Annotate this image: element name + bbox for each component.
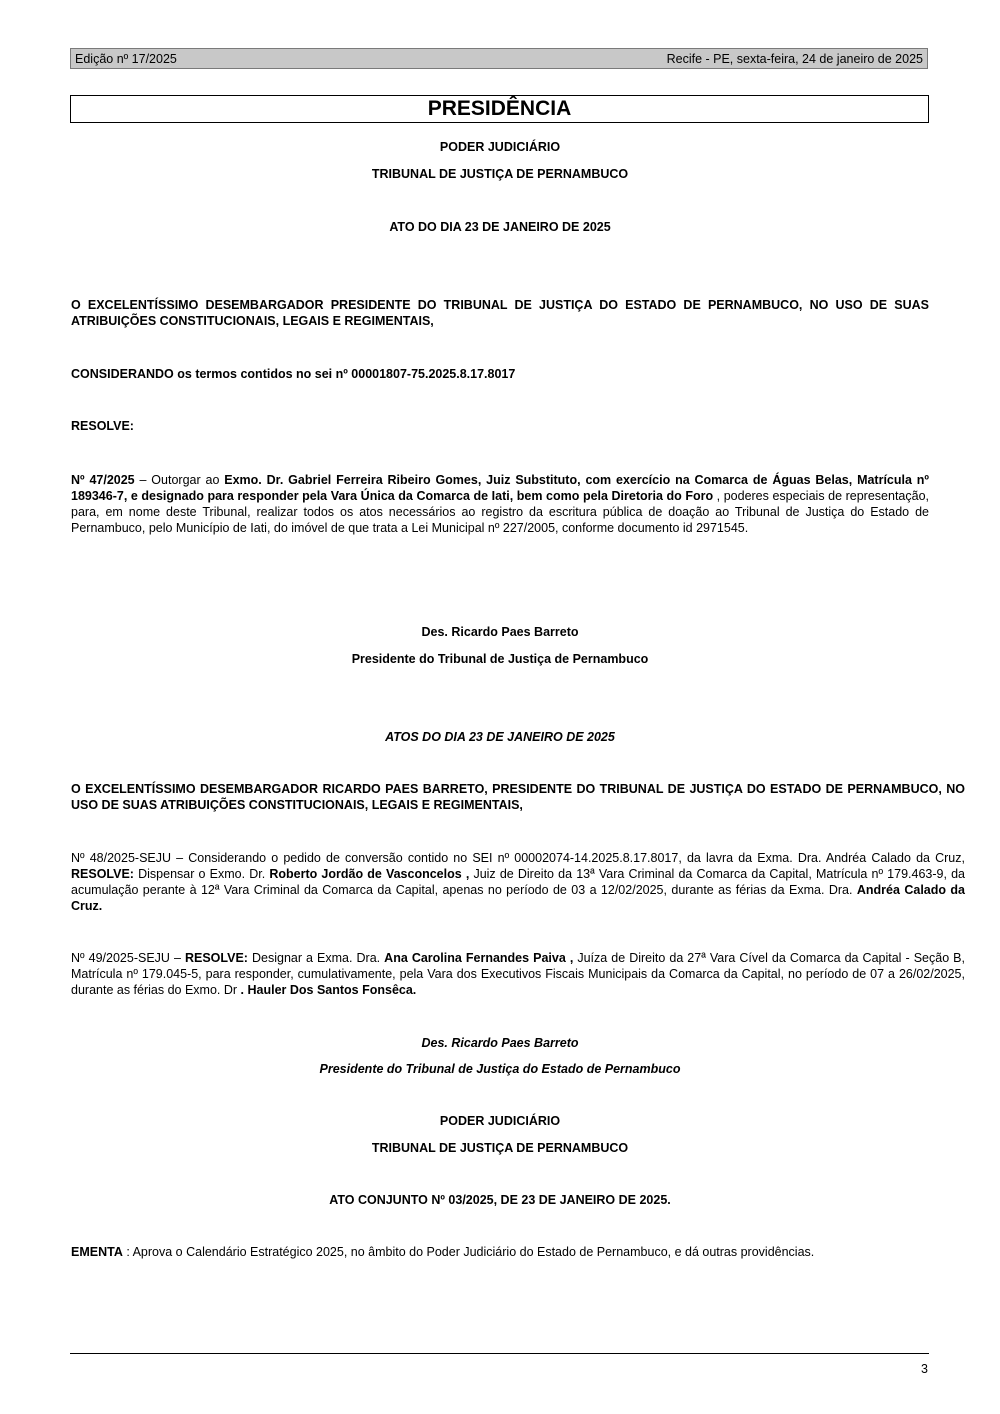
resolve-label: RESOLVE: [71, 419, 134, 433]
item-49-intro: Nº 49/2025-SEJU – [71, 951, 185, 965]
signer-name: Des. Ricardo Paes Barreto [421, 625, 579, 639]
section-title: PRESIDÊNCIA [70, 95, 929, 123]
item-grantee: Exmo. Dr. Gabriel Ferreira Ribeiro Gomes, Juiz Substituto, com exercício na Comarca de Águas Belas, Matrícula nº 189346-7, e designado para responder pela Vara Única da Comarca de Iati, bem como pela Diretoria do Foro [71, 473, 930, 503]
item-48-judge: Roberto Jordão de Vasconcelos , [269, 867, 470, 881]
acts-title: ATOS DO DIA 23 DE JANEIRO DE 2025 [385, 730, 615, 744]
footer-divider [70, 1353, 929, 1354]
item-48-intro: Nº 48/2025-SEJU – Considerando o pedido de conversão contido no SEI nº 00002074-14.2025.8.17.8017, da lavra da Exma. Dra. Andréa Calado da Cruz, [71, 851, 965, 865]
ementa [71, 1244, 929, 1260]
acts-signer-role: Presidente do Tribunal de Justiça do Estado de Pernambuco [319, 1062, 681, 1076]
act-preamble: O EXCELENTÍSSIMO DESEMBARGADOR PRESIDENTE DO TRIBUNAL DE JUSTIÇA DO ESTADO DE PERNAMBUCO, NO USO DE SUAS ATRIBUIÇÕES CONSTITUCIONAIS, LEGAIS E REGIMENTAIS, [71, 298, 929, 328]
item-48-action: Dispensar o Exmo. Dr. [133, 867, 270, 881]
edition-location-date: Recife - PE, sexta-feira, 24 de janeiro de 2025 [666, 51, 923, 66]
org-line-2b: TRIBUNAL DE JUSTIÇA DE PERNAMBUCO [371, 1141, 629, 1155]
item-48-judge-2: Andréa Calado da Cruz. [71, 883, 966, 913]
act-item-49 [71, 950, 965, 998]
acts-preamble: O EXCELENTÍSSIMO DESEMBARGADOR RICARDO PAES BARRETO, PRESIDENTE DO TRIBUNAL DE JUSTIÇA DO ESTADO DE PERNAMBUCO, NO USO DE SUAS ATRIBUIÇÕES CONSTITUCIONAIS, LEGAIS E REGIMENTAIS, [71, 782, 965, 812]
org-line-1b: PODER JUDICIÁRIO [439, 1114, 561, 1128]
item-48-resolve: RESOLVE: [71, 867, 134, 881]
item-49-judge: Ana Carolina Fernandes Paiva , [384, 951, 574, 965]
org-line-1: PODER JUDICIÁRIO [439, 140, 561, 154]
acts-signer-name: Des. Ricardo Paes Barreto [421, 1036, 579, 1050]
item-text: , poderes especiais de representação, para, em nome deste Tribunal, realizar todos os atos necessários ao registro da escritura pública de doação ao Tribunal de Justiça do Estado de Pernambuco, pelo Município de Iati, do imóvel de que trata a Lei Municipal nº 227/2005, conforme documento id 2971545. [71, 489, 929, 535]
signer-role: Presidente do Tribunal de Justiça de Pernambuco [351, 652, 649, 666]
ementa-label: EMENTA [71, 1245, 123, 1259]
page-number: 3 [921, 1362, 928, 1376]
org-line-2: TRIBUNAL DE JUSTIÇA DE PERNAMBUCO [371, 167, 629, 181]
item-49-resolve: RESOLVE: [184, 951, 248, 965]
act-item-47 [71, 472, 929, 536]
edition-header [70, 48, 928, 69]
item-49-action: Designar a Exma. Dra. [247, 951, 385, 965]
act-title: ATO DO DIA 23 DE JANEIRO DE 2025 [389, 220, 611, 234]
item-49-text: Juíza de Direito da 27ª Vara Cível da Comarca da Capital - Seção B, Matrícula nº 179.045-5, para responder, cumulativamente, pela Vara dos Executivos Fiscais Municipais da Comarca da Capital, no período de 07 a 26/02/2025, durante as férias do Exmo. Dr [71, 951, 965, 997]
item-48-text: Juiz de Direito da 13ª Vara Criminal da Comarca da Capital, Matrícula nº 179.463-9, da acumulação perante à 12ª Vara Criminal da Comarca da Capital, apenas no período de 03 a 12/02/2025, durante as férias da Exma. Dra. [71, 867, 965, 897]
joint-act-title: ATO CONJUNTO Nº 03/2025, DE 23 DE JANEIRO DE 2025. [329, 1193, 671, 1207]
ementa-text: : Aprova o Calendário Estratégico 2025, no âmbito do Poder Judiciário do Estado de Pernambuco, e dá outras providências. [122, 1245, 815, 1259]
item-49-judge-2: . Hauler Dos Santos Fonsêca. [240, 983, 417, 997]
considering-clause: CONSIDERANDO os termos contidos no sei nº 00001807-75.2025.8.17.8017 [71, 367, 516, 381]
edition-number: Edição nº 17/2025 [75, 51, 177, 66]
item-dash: – Outorgar ao [134, 473, 225, 487]
item-number: Nº 47/2025 [71, 473, 135, 487]
act-item-48 [71, 850, 965, 914]
